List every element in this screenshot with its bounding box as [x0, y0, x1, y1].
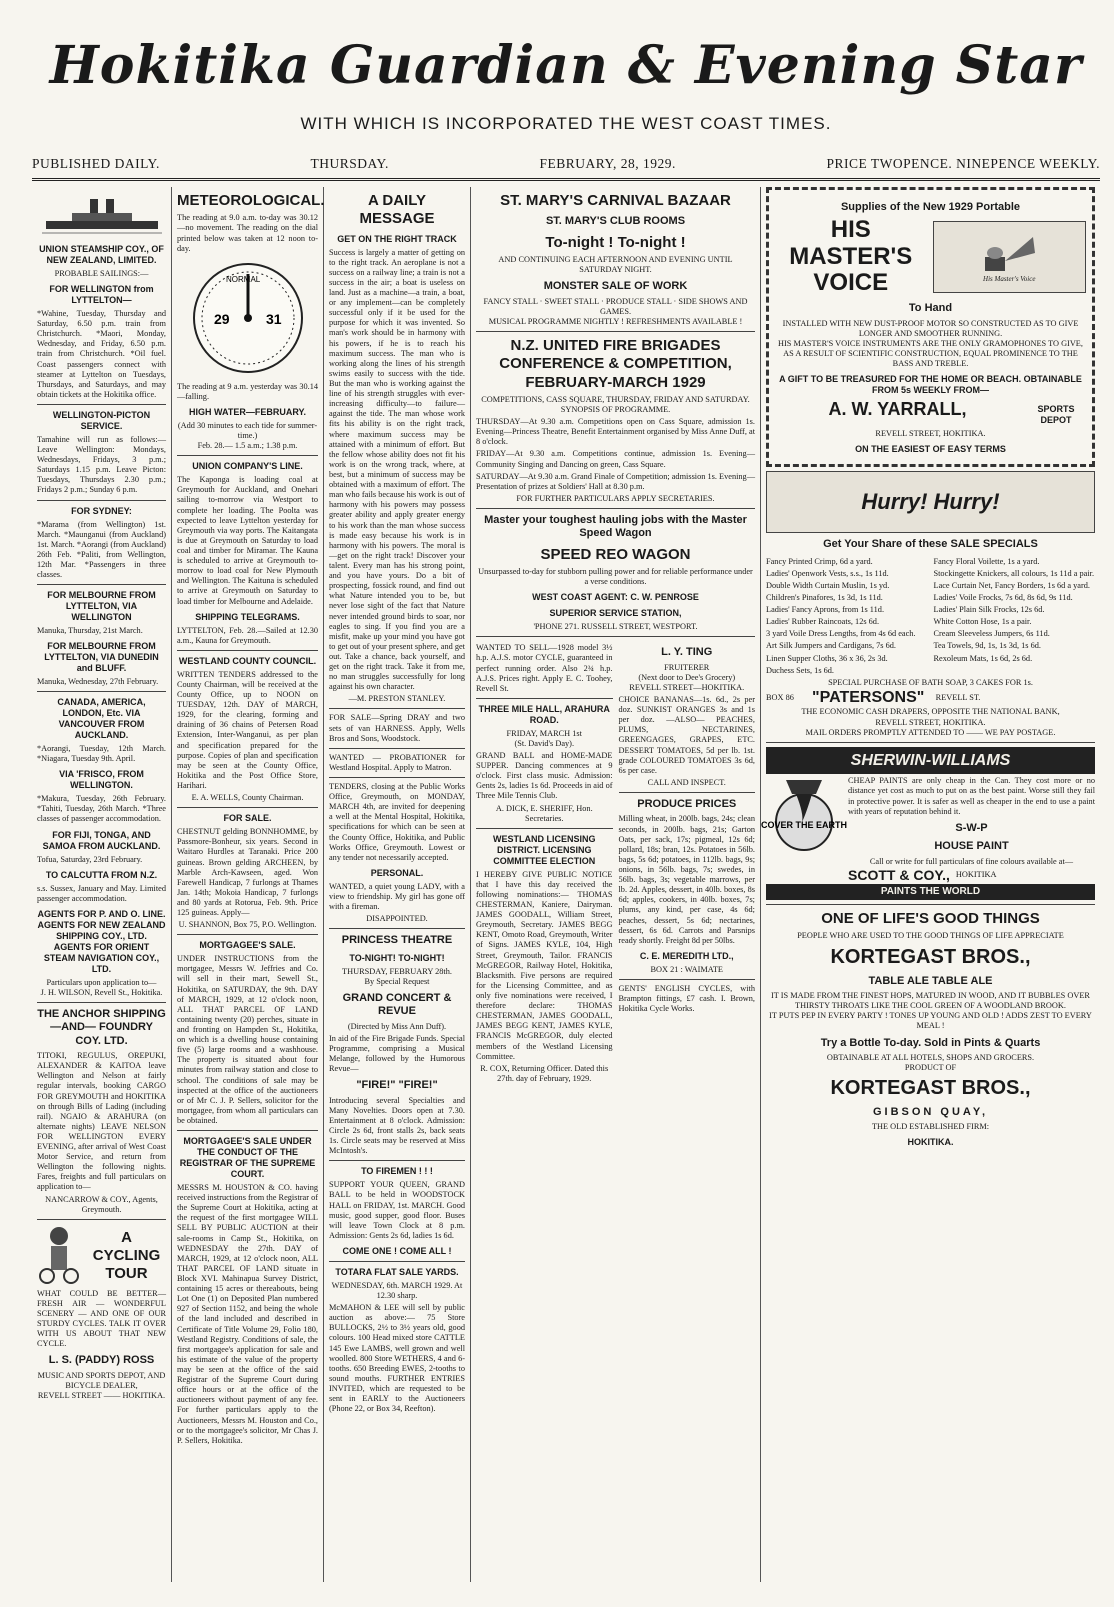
- sale-special-item: Ladies' Rubber Raincoats, 12s 6d.: [766, 617, 880, 627]
- melbourne-text: Manuka, Thursday, 21st March.: [37, 626, 143, 636]
- kortegast-town: HOKITIKA.: [907, 1137, 954, 1148]
- daily-message-text: Success is largely a matter of getting on to the right track. An aeroplane is not a success on a railway line; a train is not a success in the air; a boat is useless on land. Just as a machine—a train, a boat, or any implement—can be completely successful only if it be used for the purpose for which it was invented. So man's work should be in harmony with his powers, if he is to reach his maximum success. The man who is working along the lines of his strength swims easily to success with the tide. But the man who is working against the line of his strength struggles with ever-increasing difficulty—to failure—against the tide. The man whose work fits his ability is on the right track, where maximum success may be attained with a minimum of effort. But the fellow whose ability does not fit his work is on the wrong track, where, at best, but a minimum of success may be obtained with a maximum of effort. The man who fails because his work is out of harmony with his powers may possess greater ability and apply greater energy to his work than the man whose success is made easy because his work is in harmony with his powers. The moral is—get on the right track! Discover your talent. Every man has his strong point, and you have yours. Do a bit of prospecting, fossick round, and find out what Nature intended you to be, but never lose sight of the fact that Nature never intended ground birds to soar, nor eagles to sing. If you find you are a misfit, make up your mind you have got to get out of your present sphere, and get out. Take a chance, back yourself, and get on the right track. Take it from me, no man struggles successfully for long against his own character.: [329, 247, 465, 692]
- divider: [177, 1130, 318, 1131]
- sale-special-item: Cream Sleeveless Jumpers, 6s 11d.: [933, 629, 1050, 639]
- kortegast-ale: TABLE ALE TABLE ALE: [868, 974, 993, 987]
- divider: [766, 904, 1095, 905]
- sale-special-item: Stockingette Knickers, all colours, 1s 11d a pair.: [933, 568, 1095, 578]
- lower-split: [476, 641, 755, 1084]
- daily-message-heading: A DAILY MESSAGE: [359, 192, 435, 228]
- column-events: [471, 187, 761, 1582]
- sherwin-cover: COVER THE EARTH: [760, 820, 848, 831]
- bazaar-sale: MONSTER SALE OF WORK: [543, 280, 688, 293]
- hmv-hand: To Hand: [908, 302, 953, 315]
- daily-message-subheading: GET ON THE RIGHT TRACK: [337, 233, 457, 244]
- picton-text: Tamahine will run as follows:— Leave Wellington: Mondays, Wednesdays, Fridays, 3 p.m.; Saturdays 1.15 p.m. Leave Picton: Tuesdays, Thursdays 2.30 p.m.; Fridays 2 p.m.; Sunday 6 p.m.: [37, 434, 166, 495]
- dial-right-label: 31: [265, 310, 282, 327]
- produce-box: BOX 21 : WAIMATE: [650, 964, 723, 974]
- hmv-depot: SPORTS DEPOT: [1037, 404, 1075, 426]
- sherwin-town: HOKITIKA: [955, 870, 997, 880]
- reo-station: SUPERIOR SERVICE STATION,: [549, 608, 682, 619]
- hmv-dealer-row: [775, 399, 1086, 429]
- fire-apply: FOR FURTHER PARTICULARS APPLY SECRETARIES.: [516, 493, 715, 503]
- fire-friday: FRIDAY—At 9.30 a.m. Competitions continue, admission 1s. Evening—Community Singing and Dancing on green, Cass Square.: [476, 449, 755, 469]
- mortgagee-heading: MORTGAGEE'S SALE.: [199, 940, 296, 951]
- kortegast-puts: IT PUTS PEP IN EVERY PARTY ! TONES UP YOUNG AND OLD ! ADDS ZEST TO EVERY MEAL !: [769, 1011, 1092, 1031]
- lower-right: [619, 641, 756, 1084]
- patersons-sub: THE ECONOMIC CASH DRAPERS, OPPOSITE THE NATIONAL BANK,: [801, 707, 1060, 717]
- union-line-text: The Kaponga is loading coal at Greymouth for Auckland, and Onehari sailing to-morrow via Westport to complete her loading. The Poolta was expected to leave Lyttelton yesterday for Greymouth via way ports. The Kaitangata is due at Greymouth on Saturday to load coal and timber for Miramar. The Kauna is scheduled to arrive at Greymouth to-morrow to load coal for New Plymouth and Wellington. The Kaituna is scheduled to arrive at Greymouth on Saturday to load timber for Melbourne and Adelaide.: [177, 475, 318, 606]
- divider: [329, 1160, 465, 1161]
- divider: [37, 584, 166, 585]
- for-sale-heading: FOR SALE.: [223, 813, 272, 824]
- divider: [476, 508, 755, 509]
- county-council-heading: WESTLAND COUNTY COUNCIL.: [178, 655, 317, 666]
- sale-special-item: Tea Towels, 9d, 1s, 1s 3d, 1s 6d.: [933, 641, 1041, 651]
- patersons-street: REVELL ST.: [935, 692, 981, 702]
- mortgagee-text: UNDER INSTRUCTIONS from the mortgagee, Messrs W. Jeffries and Co. will sell in their mart, Sewell St., Hokitika, on SATURDAY, the 9th. DAY of MARCH, 1929, at 12 o'clock noon, ALL THAT PARCEL OF LAND containing twenty (20) perches, situate in and fronting on Hampden St., Hokitika, on which is a dwelling house containing five (5) large rooms and a washhouse. The property is situated about four minutes from railway station and close to school. The conditions of sale may be inspected at the office of the auctioneers or of Mr C. J. P. Sellers, solicitor for the mortgagee, from whom all particulars can be obtained.: [177, 954, 318, 1125]
- kortegast-quay: GIBSON QUAY,: [872, 1105, 989, 1118]
- hall-date: FRIDAY, MARCH 1st: [506, 728, 582, 738]
- hall-text: GRAND BALL and HOME-MADE SUPPER. Dancing commences at 9 o'clock. First class music. Admission: Gents 2s, ladies 1s 6d. Proceeds in aid of Three Mile Tennis Club.: [476, 751, 613, 801]
- personal-sign: DISAPPOINTED.: [366, 914, 428, 924]
- columns: [32, 187, 1100, 1582]
- reo-heading: Master your toughest hauling jobs with the Master Speed Wagon: [484, 513, 747, 540]
- union-steamship-heading: UNION STEAMSHIP COY., OF NEW ZEALAND, LIMITED.: [39, 244, 164, 265]
- kortegast-try: Try a Bottle To-day. Sold in Pints & Quarts: [820, 1036, 1041, 1049]
- divider: [329, 928, 465, 929]
- divider: [329, 777, 465, 778]
- hmv-terms: ON THE EASIEST OF EASY TERMS: [855, 444, 1006, 455]
- canada-heading: CANADA, AMERICA, LONDON, Etc. VIA VANCOUVER FROM AUCKLAND.: [57, 697, 146, 741]
- firemen-come: COME ONE ! COME ALL !: [342, 1245, 452, 1256]
- sherwin-dealer: SCOTT & COY.,: [848, 866, 950, 883]
- hmv-ad: [766, 187, 1095, 467]
- ting-sub: FRUITERER: [664, 662, 710, 672]
- sale-special-item: Lace Curtain Net, Fancy Borders, 1s 6d a yard.: [933, 580, 1090, 590]
- wellington-heading: FOR WELLINGTON from LYTTELTON—: [49, 284, 154, 306]
- sherwin-house: HOUSE PAINT: [934, 840, 1009, 853]
- patersons-heading: Get Your Share of these SALE SPECIALS: [823, 538, 1038, 551]
- sale-special-item: Linen Supper Cloths, 36 x 36, 2s 3d.: [766, 653, 888, 663]
- patersons-name-row: [766, 688, 1095, 708]
- divider: [329, 1261, 465, 1262]
- patersons-box: BOX 86: [766, 692, 794, 702]
- calcutta-heading: TO CALCUTTA FROM N.Z.: [45, 869, 158, 880]
- motorcycle-text: WANTED TO SELL—1928 model 3½ h.p. A.J.S. motor CYCLE, guaranteed in perfect running order. Also 2¾ h.p. A.J.S. Prices right. Apply E. C. Toohey, Revell St.: [476, 643, 613, 693]
- sale-special-item: Fancy Floral Voilette, 1s a yard.: [933, 556, 1040, 566]
- fire-brigades-heading: N.Z. UNITED FIRE BRIGADES CONFERENCE & COMPETITION, FEBRUARY-MARCH 1929: [499, 336, 732, 391]
- patersons-mail: MAIL ORDERS PROMPTLY ATTENDED TO —— WE PAY POSTAGE.: [805, 727, 1056, 737]
- sherwin-bottom: PAINTS THE WORLD: [766, 884, 1095, 900]
- hmv-logo-text: His Master's Voice: [983, 275, 1036, 284]
- sherwin-banner: SHERWIN-WILLIAMS: [766, 747, 1095, 775]
- divider: [37, 691, 166, 692]
- hmv-address: REVELL STREET, HOKITIKA.: [875, 429, 986, 439]
- sale-special-item: Art Silk Jumpers and Cardigans, 7s 6d.: [766, 641, 896, 651]
- county-council-sign: E. A. WELLS, County Chairman.: [191, 793, 304, 803]
- licensing-text: I HEREBY GIVE PUBLIC NOTICE that I have this day received the following nominations:— THOMAS CHESTERMAN, Kaniere, Dairyman. JAMES GOODALL, William Street, Greymouth, Secretary. JAMES BEGG KENT, Omoto Road, Greymouth, Writer of Signs. JAMES KYLE, 104, High Street, Greymouth, Tailor. FRANCIS McGREGOR, Railway Hotel, Hokitika, Blacksmith. Five persons are required for the Licensing Committee, and as only five nominations were received, I therefore declare: THOMAS CHESTERMAN, JAMES GOODALL, JAMES BEGG KENT, JAMES KYLE, FRANCIS McGREGOR, duly elected members of the Westland Licensing Committee.: [476, 869, 613, 1061]
- sale-special-item: Ladies' Fancy Aprons, from 1s 11d.: [766, 605, 885, 615]
- theatre-director: (Directed by Miss Ann Duff).: [347, 1021, 447, 1031]
- sherwin-dealer-row: [848, 867, 1095, 884]
- divider: [329, 708, 465, 709]
- apply-name: J. H. WILSON, Revell St., Hokitika.: [40, 987, 163, 997]
- sale-special-item: Ladies' Voile Frocks, 7s 6d, 8s 6d, 9s 11d.: [933, 593, 1073, 603]
- produce-text: Milling wheat, in 200lb. bags, 24s; clean seconds, in 200lb. bags, 21s; Garton Oats, per sack, 17s; pigmeal, 12s 6d; pollard, 18s; bran, 12s. Potatoes in 56lb. bags, 5s 6d; potatoes, in 112lb. bags, 9s; onions, in 56lb. bags, 7s; swedes, in 56lb. bags, 3s; vegetable marrows, per lb. 2d. Apples, dessert, in 40lb. boxes, 8s 6d; apples, cookers, in 40lb. boxes, 7s; plums, any kind, per case, 4s 6d; peaches, dessert, 5s 6d; nectarines, dessert, 6s 6d. Carrots and Parsnips ready shortly. Freight 8d per 50lbs.: [618, 814, 755, 945]
- probationer-text: WANTED — PROBATIONER for Westland Hospital. Apply to Matron.: [329, 752, 465, 772]
- bazaar-music: MUSICAL PROGRAMME NIGHTLY ! REFRESHMENTS AVAILABLE !: [488, 316, 743, 326]
- kortegast-people: PEOPLE WHO ARE USED TO THE GOOD THINGS OF LIFE APPRECIATE: [797, 931, 1064, 941]
- hmv-motor: INSTALLED WITH NEW DUST-PROOF MOTOR SO CONSTRUCTED AS TO GIVE LONGER AND SMOOTHER RUNNING.: [782, 318, 1079, 338]
- patersons-specials: [766, 555, 1095, 678]
- dray-sale-text: FOR SALE—Spring DRAY and two sets of van HARNESS. Apply, Wells Bros and Sons, Woodstock.: [329, 713, 465, 743]
- divider: [476, 636, 755, 637]
- sydney-heading: FOR SYDNEY:: [71, 505, 132, 516]
- kortegast-firm: THE OLD ESTABLISHED FIRM:: [871, 1121, 990, 1131]
- divider: [177, 807, 318, 808]
- sale-special-item: Rexoleum Mats, 1s 6d, 2s 6d.: [933, 653, 1033, 663]
- gents-cycles-text: GENTS' ENGLISH CYCLES, with Brampton fittings, £7 cash. I. Brown, Hokitika Cycle Works.: [618, 983, 755, 1014]
- published-label: PUBLISHED DAILY.: [32, 156, 160, 171]
- cycling-heading: A CYCLING TOUR: [92, 1228, 161, 1283]
- hall-day: (St. David's Day).: [514, 738, 575, 748]
- ting-next: (Next door to Dee's Grocery): [638, 672, 736, 682]
- column-advertisements: [761, 187, 1100, 1582]
- sale-special-item: Fancy Printed Crimp, 6d a yard.: [766, 556, 873, 566]
- ting-text: CHOICE BANANAS—1s. 6d., 2s per doz. SUNKIST ORANGES 3s and 1s per doz. —ALSO— PEACHES, PLUMS, NECTARINES, GREENGAGES, GRAPES, ETC. DESSERT TOMATOES, 5d per lb. 1st. grade COLOURED TOMATOES 3s 6d, 6s per case.: [618, 695, 755, 775]
- fire-thursday: THURSDAY—At 9.30 a.m. Competitions open on Cass Square, admission 1s. Evening—Princess Theatre, Benefit Entertainment organised by Miss Anne Duff, at 8 o'clock.: [476, 417, 755, 447]
- divider: [619, 979, 756, 980]
- kortegast-name-2: KORTEGAST BROS.,: [830, 1077, 1031, 1100]
- ting-call: CALL AND INSPECT.: [647, 777, 726, 787]
- issue-date: FEBRUARY, 28, 1929.: [539, 156, 676, 171]
- fire-competitions: COMPETITIONS, CASS SQUARE, THURSDAY, FRIDAY AND SATURDAY.: [481, 394, 750, 404]
- theatre-text: In aid of the Fire Brigade Funds. Special Programme, comprising a Musical Melange, followed by the Humorous Revue—: [329, 1033, 465, 1074]
- sale-special-item: Ladies' Plain Silk Frocks, 12s 6d.: [933, 605, 1045, 615]
- hmv-dealer: A. W. YARRALL,: [828, 399, 967, 420]
- hmv-top: Supplies of the New 1929 Portable: [840, 201, 1021, 213]
- melbourne2-text: Manuka, Wednesday, 27th February.: [37, 677, 159, 687]
- steamship-illustration: [42, 191, 162, 239]
- licensing-heading: WESTLAND LICENSING DISTRICT. LICENSING COMMITTEE ELECTION: [493, 833, 596, 866]
- column-daily-message: [324, 187, 471, 1582]
- cycling-ad: [37, 1224, 166, 1287]
- totara-date: WEDNESDAY, 6th. MARCH 1929. At 12.30 sharp.: [331, 1280, 463, 1300]
- divider: [37, 500, 166, 501]
- hurry-banner-text: Hurry! Hurry!: [861, 488, 1000, 514]
- totara-text: McMAHON & LEE will sell by public auction as above:— 75 Store BULLOCKS, 2½ to 3½ years old, good colours. 100 Head mixed store CATTLE 145 Ewe LAMBS, well grown and well woolled. 800 Store WETHERS, 4 and 6-tooths. 650 Breeding EWES, 2-tooths to sound mouths. FURTHER ENTRIES INVITED, which are requested to be sent in EARLY to the Auctioneers (Phone 22, or Box 34, Reefton).: [329, 1303, 465, 1414]
- ross-address: REVELL STREET —— HOKITIKA.: [37, 1390, 166, 1400]
- totara-heading: TOTARA FLAT SALE YARDS.: [335, 1266, 459, 1277]
- hmv-row: [775, 217, 1086, 297]
- meteorological-heading: METEOROLOGICAL.: [177, 192, 325, 209]
- fire-saturday: SATURDAY—At 9.30 a.m. Grand Finale of Competition; admission 1s. Evening—Presentation of prizes at Soldiers' Hall at 8.30 p.m.: [476, 471, 755, 491]
- theatre-text-2: Introducing several Specialties and Many Novelties. Doors open at 7.30. Entertainment at 8 o'clock. Admission: Circle 2s 6d, front stalls 2s, back seats 1s. Circle seats may be reserved at Miss McIntosh's.: [329, 1095, 465, 1156]
- sale-special-item: Double Width Curtain Muslin, 1s yd.: [766, 580, 890, 590]
- for-sale-text: CHESTNUT gelding BONNHOMME, by Passmore-Bonheur, six years. Second in Waitaro Hurdles at Taranaki. Price 200 guineas. Brown gelding ARCHEEN, by Marble Arch-Kawseen, aged. Won Farewell Handicap, 7 furlongs at Thames Jan. 14th; Mokoia Handicap, 7 furlongs and 80 yards at Rotorua, Feb. 9th. Price 125 guineas. Apply—: [177, 827, 318, 918]
- sherwin-swp: S-W-P: [955, 821, 988, 834]
- patersons-soap: SPECIAL PURCHASE OF BATH SOAP, 3 CAKES FOR 1s.: [828, 677, 1033, 687]
- cyclist-icon: [37, 1224, 81, 1284]
- kortegast-heading: ONE OF LIFE'S GOOD THINGS: [821, 909, 1040, 927]
- produce-sign: C. E. MEREDITH LTD.,: [639, 950, 734, 961]
- probable-sailings: PROBABLE SAILINGS:—: [54, 268, 149, 278]
- barometer-dial-icon: [188, 258, 308, 378]
- sherwin-body: [760, 774, 1095, 883]
- daily-message-sign: —M. PRESTON STANLEY.: [348, 694, 446, 704]
- firemen-heading: TO FIREMEN ! ! !: [361, 1166, 433, 1177]
- wellington-text: *Wahine, Tuesday, Thursday and Saturday, 6.50 p.m. train from Christchurch. *Maori, Monday, Wednesday, and Friday, 6.50 p.m. train from Christchurch. *Oil fuel. Coast passengers connect with steamer at Lyttelton on Tuesdays, Thursdays, and Saturdays, and may obtain tickets at the Hokitika office.: [37, 308, 166, 399]
- met-text-2: The reading at 9 a.m. yesterday was 30.14—falling.: [177, 381, 318, 401]
- reo-text: Unsurpassed to-day for stubborn pulling power and for reliable performance under a verse conditions.: [478, 567, 753, 587]
- ting-address: REVELL STREET—HOKITIKA.: [629, 682, 745, 692]
- gramophone-dog-icon: [979, 231, 1039, 275]
- dial-left-label: 29: [213, 310, 230, 327]
- theatre-tonight: TO-NIGHT! TO-NIGHT!: [349, 952, 445, 963]
- reo-address: 'PHONE 271. RUSSELL STREET, WESTPORT.: [533, 622, 698, 632]
- anchor-agent: NANCARROW & COY., Agents, Greymouth.: [45, 1194, 158, 1214]
- hurry-banner: [766, 471, 1095, 533]
- county-council-text: WRITTEN TENDERS addressed to the County Chairman, will be received at the County Office, up to NOON on TUESDAY, 12th. DAY of MARCH, 1929, for the clearing, forming and draining of 36 chains of Petersen Road Extension, Inter-Wanganui, as per plan and specification prepared for the purpose. Copies of plan and specification may be seen at the County Office, Hokitika and the Post Office Store, Harihari.: [177, 669, 318, 790]
- frisco-heading: VIA 'FRISCO, FROM WELLINGTON.: [59, 769, 144, 791]
- bazaar-heading: ST. MARY'S CARNIVAL BAZAAR: [500, 192, 731, 209]
- ross-name: L. S. (PADDY) ROSS: [48, 1354, 155, 1367]
- theatre-show: GRAND CONCERT & REVUE: [342, 991, 452, 1018]
- union-line-heading: UNION COMPANY'S LINE.: [192, 461, 303, 472]
- anchor-text: TITOKI, REGULUS, OREPUKI, ALEXANDER & KAITOA leave Wellington and Nelson at fairly regular intervals, booking CARGO FOR GREYMOUTH and HOKITIKA on through Bills of Lading (including rail). NGAIO & ARAHURA (on alternate nights) LEAVE NELSON FOR WELLINGTON EVERY EVENING, after arrival of West Coast Motor Service, and return from Wellington the following nights. Fares, freights and full particulars on application to—: [37, 1051, 166, 1192]
- bazaar-continuing: AND CONTINUING EACH AFTERNOON AND EVENING UNTIL SATURDAY NIGHT.: [498, 255, 733, 275]
- theatre-request: By Special Request: [364, 976, 430, 986]
- calcutta-text: s.s. Sussex, January and May. Limited passenger accommodation.: [37, 883, 166, 903]
- issue-day: THURSDAY.: [310, 156, 389, 171]
- masthead-subtitle: WITH WHICH IS INCORPORATED THE WEST COAST TIMES.: [300, 114, 832, 133]
- masthead: [32, 0, 1100, 134]
- kortegast-name: KORTEGAST BROS.,: [830, 946, 1031, 969]
- agents-text: AGENTS FOR P. AND O. LINE. AGENTS FOR NEW ZEALAND SHIPPING COY., LTD. AGENTS FOR ORIENT STEAM NAVIGATION COY., LTD.: [37, 908, 166, 974]
- shipping-telegrams-heading: SHIPPING TELEGRAMS.: [195, 611, 300, 622]
- bazaar-stalls: FANCY STALL · SWEET STALL · PRODUCE STALL · SIDE SHOWS AND GAMES.: [483, 296, 748, 316]
- cycling-text: WHAT COULD BE BETTER—FRESH AIR — WONDERFUL SCENERY — AND ONE OF OUR STURDY CYCLES. TALK IT OVER WITH US ABOUT THAT NEW CYCLE.: [37, 1288, 166, 1349]
- tenders-text: TENDERS, closing at the Public Works Office, Greymouth, on MONDAY, MARCH 4th, are invited for deepening a well at the Mental Hospital, Hokitika, specifications for which can be seen at the County Office, Hokitika, and Public Works Office, Greymouth. Lowest or any tender not necessarily accepted.: [329, 782, 465, 862]
- patersons-name: "PATERSONS": [812, 688, 925, 706]
- produce-heading: PRODUCE PRICES: [637, 798, 737, 811]
- reo-name: SPEED REO WAGON: [540, 545, 691, 563]
- met-text: The reading at 9.0 a.m. to-day was 30.12—no movement. The reading on the dial printed below was taken at 12 noon to-day.: [177, 213, 318, 253]
- sherwin-copy: [848, 774, 1095, 883]
- hall-sign: A. DICK, E. SHERIFF, Hon. Secretaries.: [495, 803, 593, 823]
- divider: [766, 742, 1095, 743]
- fiji-text: Tofua, Saturday, 23rd February.: [37, 854, 143, 864]
- divider: [619, 792, 756, 793]
- globe-paint-icon: [760, 774, 848, 854]
- divider: [37, 1002, 166, 1003]
- mortgagee2-heading: MORTGAGEE'S SALE UNDER THE CONDUCT OF THE REGISTRAR OF THE SUPREME COURT.: [179, 1136, 316, 1180]
- column-shipping: [32, 187, 172, 1582]
- hall-heading: THREE MILE HALL, ARAHURA ROAD.: [478, 703, 610, 725]
- firemen-text: SUPPORT YOUR QUEEN, GRAND BALL to be held in WOODSTOCK HALL on FRIDAY, 1st. MARCH. Good music, good supper, good floor. Buses will leave Town Clock at 8 p.m. Admission: Gents 2s 6d, ladies 1s 6d.: [329, 1180, 465, 1240]
- theatre-date: THURSDAY, FEBRUARY 28th.: [342, 966, 452, 976]
- personal-heading: PERSONAL.: [370, 867, 424, 878]
- divider: [37, 404, 166, 405]
- kortegast-ad: [766, 910, 1095, 1148]
- licensing-sign: R. COX, Returning Officer. Dated this 27th. day of February, 1929.: [480, 1063, 609, 1083]
- hmv-text: HIS MASTER'S VOICE INSTRUMENTS ARE THE ONLY GRAMOPHONES TO GIVE, AS A RESULT OF SCIENTIFIC CONSTRUCTION, EQUAL PROMINENCE TO THE BASS AND TREBLE.: [778, 339, 1083, 369]
- sale-special-item: 3 yard Voile Dress Lengths, from 4s 6d each.: [766, 629, 916, 639]
- fire-synopsis: SYNOPSIS OF PROGRAMME.: [560, 404, 671, 414]
- patersons-address: REVELL STREET, HOKITIKA.: [875, 717, 986, 727]
- sherwin-text: CHEAP PAINTS are only cheap in the Can. They cost more or no distance yet cost as much to put on as the best paint. Worse still they fail in protective power. It is safer as well as cheaper in the end to use a paint with years of reputation behind it.: [848, 776, 1095, 816]
- divider: [177, 934, 318, 935]
- masthead-title: Hokitika Guardian & Evening Star: [49, 35, 1083, 96]
- sherwin-call: Call or write for full particulars of fine colours available at—: [869, 856, 1074, 866]
- sydney-text: *Marama (from Wellington) 1st. March. *Maunganui (from Auckland) 1st. March. *Aorangi (from Auckland) 26th Feb. *Paliti, from Wellington, 12th Mar. *Passengers in three classes.: [37, 519, 166, 580]
- dateline: [32, 156, 1100, 181]
- divider: [177, 650, 318, 651]
- sale-special-item: White Cotton Hose, 1s a pair.: [933, 617, 1032, 627]
- divider: [37, 1219, 166, 1220]
- hmv-gift: A GIFT TO BE TREASURED FOR THE HOME OR BEACH. OBTAINABLE FROM 5s WEEKLY FROM—: [779, 374, 1082, 396]
- hmv-logo-box: [933, 221, 1087, 293]
- picton-heading: WELLINGTON-PICTON SERVICE.: [52, 409, 151, 431]
- melbourne2-heading: FOR MELBOURNE FROM LYTTELTON, VIA DUNEDIN and BLUFF.: [44, 641, 159, 674]
- reo-agent: WEST COAST AGENT: C. W. PENROSE: [532, 592, 699, 603]
- shipping-telegrams-text: LYTTELTON, Feb. 28.—Sailed at 12.30 a.m., Kauna for Greymouth.: [177, 625, 318, 645]
- price-label: PRICE TWOPENCE. NINEPENCE WEEKLY.: [826, 156, 1100, 171]
- divider: [476, 828, 613, 829]
- high-water-text: (Add 30 minutes to each tide for summer-time.): [177, 420, 318, 441]
- bazaar-tonight: To-night ! To-night !: [545, 233, 686, 251]
- divider: [177, 455, 318, 456]
- dial-top-label: NORMAL: [225, 274, 260, 284]
- theatre-heading: PRINCESS THEATRE: [341, 934, 453, 947]
- kortegast-product: PRODUCT OF: [904, 1063, 957, 1073]
- high-water-row: Feb. 28.— 1.5 a.m.; 1.38 p.m.: [197, 441, 298, 451]
- patersons-left-list: [766, 555, 928, 678]
- frisco-text: *Makura, Tuesday, 26th February. *Tahiti, Tuesday, 26th March. *Three classes of passenger accommodation.: [37, 794, 166, 824]
- sale-special-item: Duchess Sets, 1s 6d.: [766, 665, 834, 675]
- mortgagee2-text: MESSRS M. HOUSTON & CO. having received instructions from the Registrar of the Supreme Court at Hokitika, acting at the request of the first mortgagee WILL SELL BY PUBLIC AUCTION at their sale-rooms in Camp St., Hokitika, on WEDNESDAY the 27th. DAY of MARCH, 1929, at 12 o'clock noon, ALL THAT PARCEL OF LAND situate in Block XVI. Mahinapua Survey District, containing 15 acres or thereabouts, being Lot One (1) on Deposited Plan numbered 927 of Section 1152, and being the whole of the land included and described in Certificate of Title Volume 29, Folio 180, Westland Registry. Conditions of sale, the first mortgagee's application for sale and his estimate of the value of the property may be seen at the office of the said Registrar of the Supreme Court during office hours or at the office of the auctioneers without payment of any fee. For further particulars apply to the Auctioneers, Messrs M. Houston and Co., or to the mortgagee's solicitor, Mr Chas J. P. Sellers, Hokitika.: [177, 1182, 318, 1445]
- high-water-heading: HIGH WATER—FEBRUARY.: [189, 406, 306, 417]
- apply-text: Particulars upon application to—: [46, 977, 157, 987]
- sherwin-logo: [760, 774, 848, 883]
- divider: [329, 748, 465, 749]
- personal-text: WANTED, a quiet young LADY, with a view to friendship. My girl has gone off with a fireman.: [329, 881, 465, 912]
- anchor-heading: THE ANCHOR SHIPPING —AND— FOUNDRY COY. LTD.: [37, 1007, 166, 1047]
- kortegast-text: IT IS MADE FROM THE FINEST HOPS, MATURED IN WOOD, AND IT BUBBLES OVER THIRSTY THROATS LIKE THE COOL GREEN OF A WOODLAND BROOK.: [771, 991, 1090, 1011]
- patersons-right-list: [934, 555, 1096, 678]
- divider: [476, 331, 755, 332]
- column-meteorological: [172, 187, 324, 1582]
- fiji-heading: FOR FIJI, TONGA, AND SAMOA FROM AUCKLAND.: [42, 829, 161, 851]
- for-sale-sign: U. SHANNON, Box 75, P.O. Wellington.: [178, 920, 317, 930]
- melbourne-heading: FOR MELBOURNE FROM LYTTELTON, VIA WELLINGTON: [47, 590, 156, 623]
- sale-special-item: Ladies' Openwork Vests, s.s., 1s 11d.: [766, 568, 889, 578]
- bazaar-rooms: ST. MARY'S CLUB ROOMS: [545, 215, 686, 228]
- sale-special-item: Children's Pinafores, 1s 3d, 1s 11d.: [766, 593, 883, 603]
- kortegast-obtainable: OBTAINABLE AT ALL HOTELS, SHOPS AND GROCERS.: [826, 1052, 1035, 1062]
- theatre-fire: "FIRE!" "FIRE!": [356, 1079, 438, 1092]
- hmv-name: HIS MASTER'S VOICE: [789, 216, 913, 297]
- canada-text: *Aorangi, Tuesday, 12th March. *Niagara, Tuesday 9th. April.: [37, 744, 166, 764]
- lower-left: [476, 641, 613, 1084]
- ross-text: MUSIC AND SPORTS DEPOT, AND BICYCLE DEALER,: [37, 1370, 166, 1390]
- ting-name: L. Y. TING: [661, 646, 713, 659]
- divider: [476, 698, 613, 699]
